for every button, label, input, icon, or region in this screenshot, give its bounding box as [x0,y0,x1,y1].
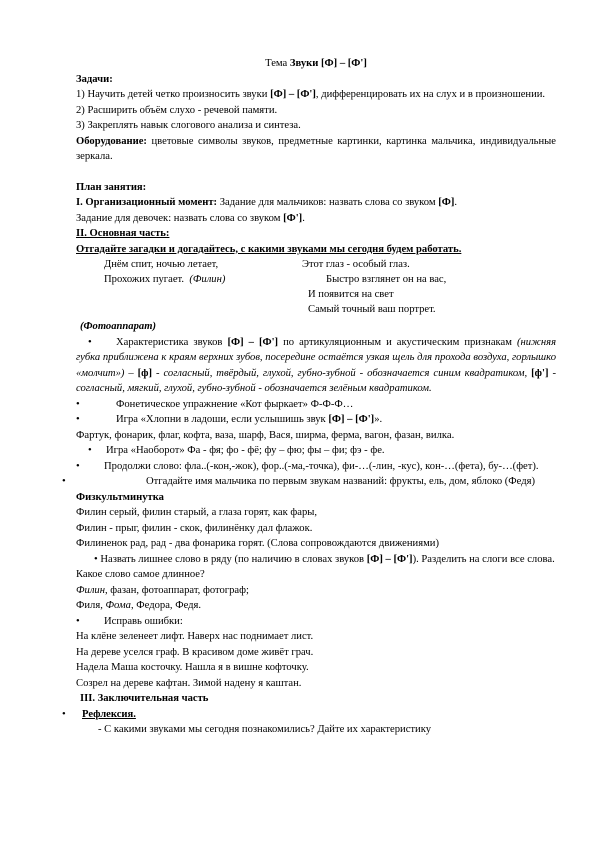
tasks-heading: Задачи: [76,73,113,85]
riddle-2-line-3: И появится на свет [308,289,394,300]
riddle-1-line-2: Прохожих пугает. (Филин) [104,274,226,285]
section-1: I. Организационный момент: Задание для мальчиков: назвать слова со звуком [Ф]. [76,197,458,208]
riddle-2-answer: (Фотоаппарат) [80,321,156,332]
plan-heading: План занятия: [76,181,147,193]
riddle-intro: Отгадайте загадки и догадайтесь, с какими звуками мы сегодня будем работать. [76,243,462,255]
fiz-line-2: Филин - прыг, филин - скок, филинёнку дал флажок. [76,522,313,534]
error-line-4: Созрел на дереве кафтан. Зимой надену я каштан. [76,677,302,689]
error-line-3: Надела Маша косточку. Нашла я в вишне кофточку. [76,662,309,673]
riddle-2-line-4: Самый точный ваш портрет. [308,304,436,315]
continue-word: • Продолжи слово: фла..(-кон,-жок), фор..(-ма,-точка), фи-…(-лин, -кус), кон-…(фета), бу-…(фет). [76,460,539,472]
task-2: 2) Расширить объём слухо - речевой памяти. [76,104,278,116]
task-3: 3) Закреплять навык слогового анализа и синтеза. [76,120,301,131]
odd-row-1: Филин, фазан, фотоаппарат, фотограф; [76,584,249,596]
task-1: 1) Научить детей четко произносить звуки [Ф] – [Ф'], дифференцировать их на слух и в произношении. [76,89,546,100]
equipment: Оборудование: цветовые символы звуков, предметные картинки, картинка мальчика, индивидуальные зеркала. [76,135,556,162]
exercise-1: • Фонетическое упражнение «Кот фыркает» Ф-Ф-Ф… [76,398,354,410]
fiz-line-1: Филин серый, филин старый, а глаза горят, как фары, [76,507,318,518]
reflexion: • Рефлексия. [62,708,136,720]
fiz-line-3: Филиненок рад, рад - два фонарика горят. (Слова сопровождаются движениями) [76,538,439,549]
document-title: Тема Звуки [Ф] – [Ф'] [265,58,367,69]
characteristic-item: • Характеристика звуков [Ф] – [Ф'] по артикуляционным и акустическим признакам (нижняя губка приближена к краям верхних зубов, посередине остаётся узкая щель для прохода воздуха, горлышко «молчит») – [ф] - согласный, твёрдый, глухой, губно-зубной - обозначается синим квадратиком, [ф'] - согласный, мягкий, глухой, губно-зубной - обозначается зелёным квадратиком. [76,336,556,394]
section-2-heading: II. Основная часть: [76,228,170,239]
riddle-1-line-1: Днём спит, ночью летает, [104,259,219,270]
words-list: Фартук, фонарик, флаг, кофта, ваза, шарф, Вася, ширма, ферма, вагон, фазан, вилка. [76,429,455,441]
fix-errors-task: • Исправь ошибки: [76,615,183,627]
error-line-2: На дереве уселся граф. В красивом доме живёт грач. [76,646,314,658]
boy-name-task: • Отгадайте имя мальчика по первым звукам названий: фрукты, ель, дом, яблоко (Федя) [62,476,536,487]
final-question: - С какими звуками мы сегодня познакомились? Дайте их характеристику [98,724,431,735]
document-page [62,56,556,738]
section-3-heading: III. Заключительная часть [80,693,209,704]
game-2: • Игра «Наоборот» Фа - фя; фо - фё; фу – фю; фы – фи; фэ - фе. [88,445,385,456]
fizminutka-heading: Физкультминутка [76,491,164,503]
riddle-2-line-1: Этот глаз - особый глаз. [302,259,410,270]
odd-word-task: • Назвать лишнее слово в ряду (по наличию в словах звуков [Ф] – [Ф']). Разделить на слоги все слова. Какое слово самое длинное? [76,553,555,580]
odd-row-2: Филя, Фома, Федора, Федя. [76,600,202,611]
error-line-1: На клёне зеленеет лифт. Наверх нас поднимает лист. [76,631,314,642]
game-1: • Игра «Хлопни в ладоши, если услышишь звук [Ф] – [Ф']». [76,414,383,425]
riddles-block [76,257,556,319]
girls-task: Задание для девочек: назвать слова со звуком [Ф']. [76,212,305,224]
riddle-2-line-2: Быстро взглянет он на вас, [326,274,447,285]
